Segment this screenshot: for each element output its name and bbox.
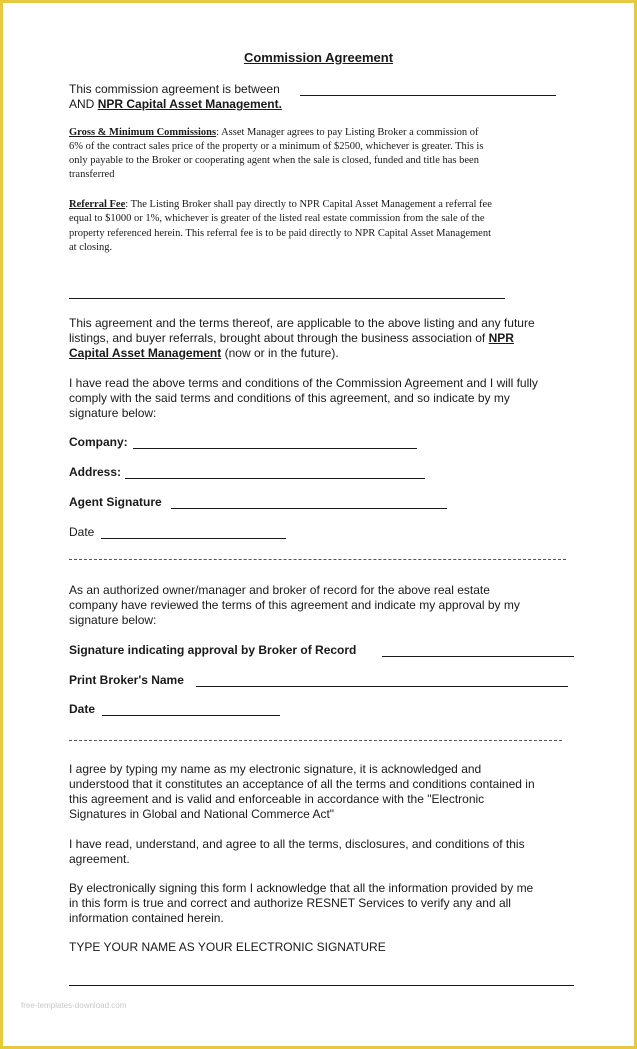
agent-signature-field[interactable] (171, 508, 447, 509)
gross-heading: Gross & Minimum Commissions (69, 127, 217, 138)
terms-text-3: (now or in the future). (221, 346, 339, 360)
esign-p1-line-1: I agree by typing my name as my electronic signature, it is acknowledged and (69, 762, 482, 776)
esign-p3-line-3: information contained herein. (69, 911, 224, 925)
terms-line-1: This agreement and the terms thereof, are applicable to the above listing and any future (69, 316, 535, 330)
esign-p1-line-4: Signatures in Global and National Commerce Act" (69, 807, 335, 821)
esign-p2-line-2: agreement. (69, 852, 130, 866)
referral-line-2: equal to $1000 or 1%, whichever is greater of the listed real estate commission from the sale of the (69, 213, 485, 224)
terms-company-b: Capital Asset Management (69, 346, 222, 360)
terms-line-3 (69, 346, 339, 361)
terms-line-2 (69, 331, 514, 346)
read-line-1: I have read the above terms and conditions of the Commission Agreement and I will fully (69, 376, 538, 390)
broker-signature-field[interactable] (382, 656, 574, 657)
terms-text-2: listings, and buyer referrals, brought about through the business association of (69, 331, 486, 345)
gross-line-2: 6% of the contract sales price of the property or a minimum of $2500, whichever is greater. This is (69, 141, 484, 152)
address-label: Address: (69, 465, 122, 479)
broker-line-2: company have reviewed the terms of this agreement and indicate my approval by my (69, 598, 520, 612)
esign-p3-line-1: By electronically signing this form I acknowledge that all the information provided by me (69, 881, 534, 895)
referral-line-3: property referenced herein. This referral fee is to be paid directly to NPR Capital Asset Management (69, 228, 491, 239)
document-title: Commission Agreement (243, 50, 394, 65)
read-line-3: signature below: (69, 406, 157, 420)
intro-and-line (69, 97, 282, 112)
esign-p1-line-3: this agreement and is valid and enforceable in accordance with the "Electronic (69, 792, 485, 806)
intro-line: This commission agreement is between (69, 82, 280, 96)
agent-signature-label: Agent Signature (69, 495, 162, 509)
referral-text-1: : The Listing Broker shall pay directly to NPR Capital Asset Management a referral fee (125, 199, 492, 210)
separator-line (69, 298, 505, 299)
terms-company-a: NPR (488, 331, 514, 345)
gross-line-1 (69, 126, 479, 141)
date-field[interactable] (101, 538, 286, 539)
referral-line-4: at closing. (69, 242, 113, 253)
date-label: Date (69, 525, 95, 539)
esign-p2-line-1: I have read, understand, and agree to all the terms, disclosures, and conditions of this (69, 837, 525, 851)
and-label: AND (69, 97, 95, 111)
company-label: Company: (69, 435, 128, 449)
print-broker-name-label: Print Broker's Name (69, 673, 184, 687)
referral-heading: Referral Fee (69, 199, 126, 210)
party-blank[interactable] (300, 95, 556, 96)
esign-p1-line-2: understood that it constitutes an acceptance of all the terms and conditions contained in (69, 777, 535, 791)
gross-line-4: transferred (69, 169, 115, 180)
gross-text-1: : Asset Manager agrees to pay Listing Broker a commission of (216, 127, 479, 138)
electronic-signature-field[interactable] (69, 985, 574, 986)
address-field[interactable] (125, 478, 425, 479)
type-name-instruction: TYPE YOUR NAME AS YOUR ELECTRONIC SIGNATURE (69, 940, 386, 954)
company-field[interactable] (133, 448, 417, 449)
broker-signature-label: Signature indicating approval by Broker of Record (69, 643, 357, 657)
esign-p3-line-2: in this form is true and correct and authorize RESNET Services to verify any and all (69, 896, 511, 910)
dashed-divider-2 (69, 740, 562, 741)
dashed-divider-1 (69, 559, 566, 560)
broker-line-1: As an authorized owner/manager and broker of record for the above real estate (69, 583, 490, 597)
company-name: NPR Capital Asset Management. (97, 97, 282, 111)
broker-date-label: Date (69, 702, 96, 716)
gross-line-3: only payable to the Broker or cooperating agent when the sale is closed, funded and title has been (69, 155, 479, 166)
read-line-2: comply with the said terms and conditions of this agreement, and so indicate by my (69, 391, 510, 405)
watermark: free-templates-download.com (21, 1001, 127, 1010)
broker-line-3: signature below: (69, 613, 157, 627)
document-page (3, 3, 634, 1046)
broker-date-field[interactable] (102, 715, 280, 716)
print-broker-name-field[interactable] (196, 686, 568, 687)
referral-line-1 (69, 198, 492, 213)
